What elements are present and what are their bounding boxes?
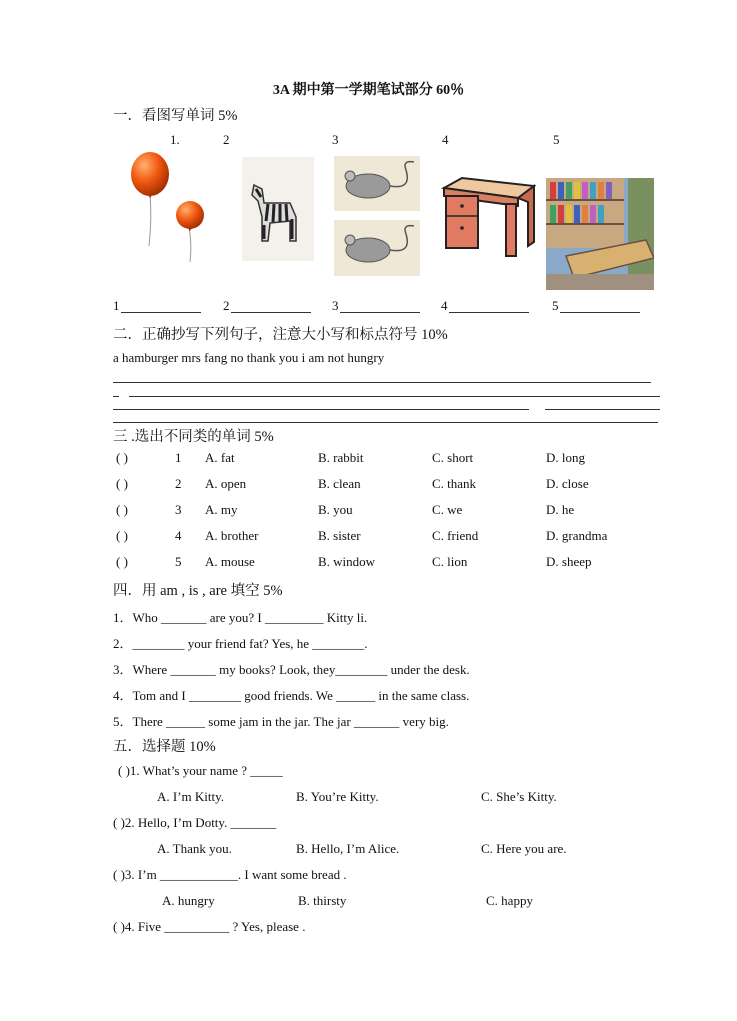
choice-question-3: ( )3. I’m ____________. I want some bread .	[113, 867, 347, 882]
writing-line[interactable]	[113, 396, 119, 397]
option-a: A. I’m Kitty.	[157, 789, 225, 804]
answer-paren[interactable]: ( )	[116, 554, 128, 569]
fill-item: 2．________ your friend fat? Yes, he ________.	[113, 636, 368, 651]
library-icon	[546, 178, 654, 290]
option-c: C. She’s Kitty.	[481, 789, 557, 804]
mouse-icon	[334, 156, 420, 276]
option-d: D. sheep	[546, 554, 592, 569]
picture-blank-5: 5	[552, 298, 559, 313]
section-5-heading: 五．选择题 10%	[113, 739, 216, 755]
zebra-icon	[242, 157, 314, 261]
picture-number-2: 2	[223, 132, 230, 147]
writing-line[interactable]	[113, 422, 658, 423]
answer-line-2[interactable]	[231, 312, 311, 313]
option-b: B. Hello, I’m Alice.	[296, 841, 400, 856]
option-a: A. open	[205, 476, 247, 491]
writing-line[interactable]	[113, 382, 651, 383]
choice-question-1: ( )1. What’s your name ? _____	[118, 763, 283, 778]
writing-line[interactable]	[545, 409, 660, 410]
answer-line-3[interactable]	[340, 312, 420, 313]
question-number: 5	[175, 554, 182, 569]
answer-line-5[interactable]	[560, 312, 640, 313]
option-a: A. Thank you.	[157, 841, 232, 856]
option-c: C. we	[432, 502, 463, 517]
question-number: 4	[175, 528, 182, 543]
option-c: C. thank	[432, 476, 477, 491]
answer-paren[interactable]: ( )	[116, 528, 128, 543]
section-2-heading: 二．正确抄写下列句子，注意大小写和标点符号 10%	[113, 327, 448, 343]
answer-paren[interactable]: ( )	[116, 450, 128, 465]
option-a: A. brother	[205, 528, 259, 543]
option-a: A. my	[205, 502, 238, 517]
answer-paren[interactable]: ( )	[116, 476, 128, 491]
option-d: D. close	[546, 476, 589, 491]
page-title: 3A 期中第一学期笔试部分 60％	[272, 83, 465, 98]
fill-item: 4．Tom and I ________ good friends. We ______ in the same class.	[113, 688, 470, 703]
section-3-heading: 三 .选出不同类的单词 5%	[113, 429, 274, 445]
option-d: D. long	[546, 450, 585, 465]
option-c: C. lion	[432, 554, 468, 569]
section-1-heading: 一．看图写单词 5%	[113, 108, 238, 124]
option-a: A. hungry	[162, 893, 215, 908]
option-c: C. short	[432, 450, 474, 465]
option-c: C. Here you are.	[481, 841, 567, 856]
desk-icon	[440, 176, 536, 258]
option-b: B. thirsty	[298, 893, 347, 908]
option-b: B. sister	[318, 528, 361, 543]
writing-line[interactable]	[113, 409, 529, 410]
section-4-heading: 四．用 am , is , are 填空 5%	[113, 583, 283, 599]
balloon-icon	[126, 148, 212, 263]
writing-line[interactable]	[129, 396, 660, 397]
picture-number-5: 5	[553, 132, 560, 147]
picture-blank-2: 2	[223, 298, 230, 313]
option-b: B. clean	[318, 476, 361, 491]
option-a: A. fat	[205, 450, 235, 465]
option-d: D. he	[546, 502, 575, 517]
option-b: B. window	[318, 554, 376, 569]
question-number: 3	[175, 502, 182, 517]
option-c: C. happy	[486, 893, 533, 908]
picture-blank-3: 3	[332, 298, 339, 313]
option-b: B. you	[318, 502, 353, 517]
answer-line-1[interactable]	[121, 312, 201, 313]
choice-question-4: ( )4. Five __________ ? Yes, please .	[113, 919, 306, 934]
choice-question-2: ( )2. Hello, I’m Dotty. _______	[113, 815, 277, 830]
option-b: B. rabbit	[318, 450, 364, 465]
option-a: A. mouse	[205, 554, 255, 569]
answer-line-4[interactable]	[449, 312, 529, 313]
picture-number-4: 4	[442, 132, 449, 147]
option-b: B. You’re Kitty.	[296, 789, 379, 804]
fill-item: 5．There ______ some jam in the jar. The jar _______ very big.	[113, 714, 449, 729]
option-c: C. friend	[432, 528, 479, 543]
fill-item: 3．Where _______ my books? Look, they________ under the desk.	[113, 662, 470, 677]
picture-blank-1: 1	[113, 298, 120, 313]
picture-number-3: 3	[332, 132, 339, 147]
answer-paren[interactable]: ( )	[116, 502, 128, 517]
picture-number-1: 1.	[170, 132, 180, 147]
option-d: D. grandma	[546, 528, 608, 543]
fill-item: 1．Who _______ are you? I _________ Kitty li.	[113, 610, 368, 625]
copy-sentence: a hamburger mrs fang no thank you i am not hungry	[113, 350, 385, 365]
picture-blank-4: 4	[441, 298, 448, 313]
question-number: 2	[175, 476, 182, 491]
question-number: 1	[175, 450, 182, 465]
